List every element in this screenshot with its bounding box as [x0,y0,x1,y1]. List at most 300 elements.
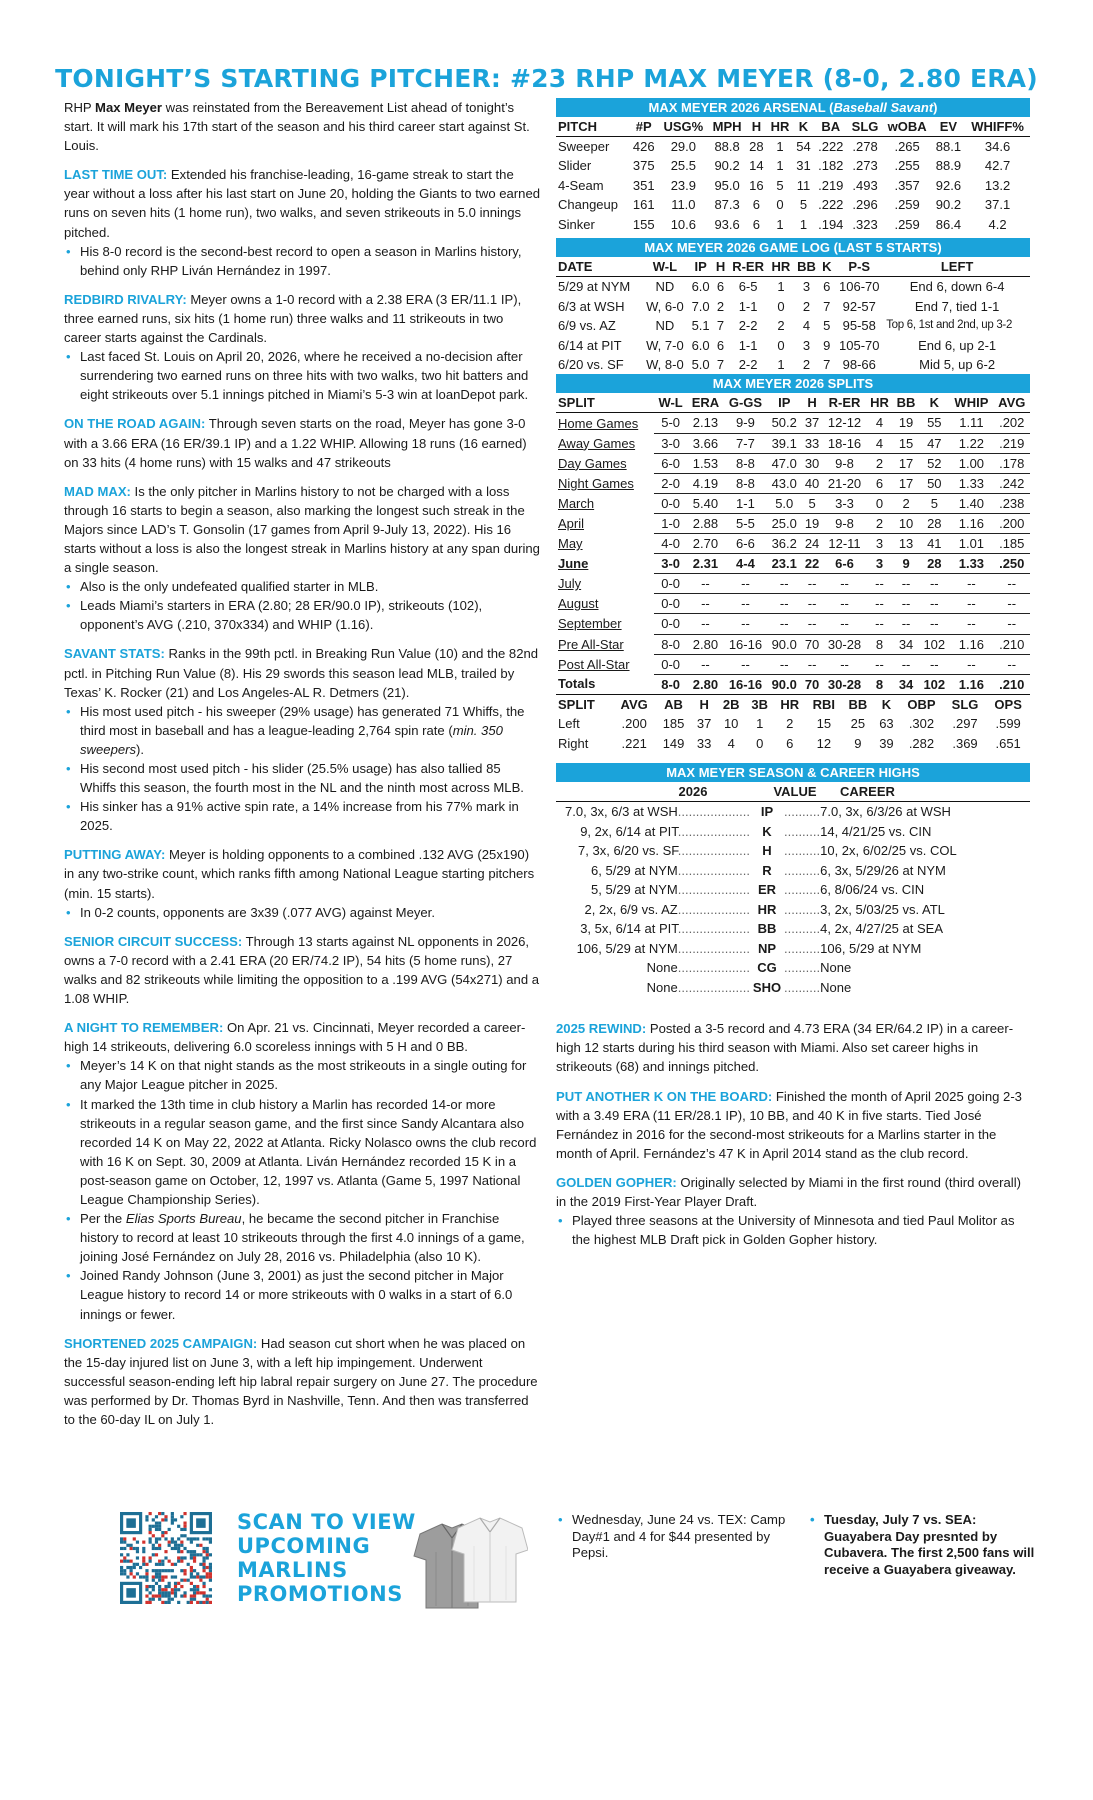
section-heading: SAVANT STATS: [64,646,165,662]
table-cell: 88.8 [714,139,740,155]
table-cell: Top 6, 1st and 2nd, up 3-2 [886,319,1013,332]
table-cell: 87.3 [714,197,740,213]
column-header: R-ER [728,257,768,277]
table-cell: 6/9 vs. AZ [558,318,616,334]
header-row [556,695,1030,715]
highs-2026-value [556,919,750,939]
table-cell: 2-2 [738,357,758,373]
table-cell: -- [866,574,893,594]
table-cell: 6-5 [738,279,758,295]
table-cell: .250 [994,554,1030,574]
leader-dots: .................... [677,940,750,956]
note-section [64,165,540,280]
table-cell: 1-1 [738,298,758,314]
highs-row [556,958,1030,978]
table-cell: 7 [823,298,831,314]
column-header: K [793,117,814,137]
table-cell: -- [919,574,949,594]
table-cell: 7 [823,357,831,373]
column-header: 2B [722,696,740,712]
header-row [556,257,1030,277]
highs-col-2026: 2026 [678,784,708,800]
table-cell: ND [655,279,675,295]
table-cell: September [558,616,622,632]
table-cell: End 6, down 6-4 [909,279,1005,295]
table-cell: 37 [801,413,823,433]
highs-row [556,939,1030,959]
highs-career-text: None [820,960,852,976]
highs-career-text: 14, 4/21/25 vs. CIN [820,823,932,839]
promo-list-2 [808,1512,1038,1578]
column-header: HR [768,257,794,277]
table-cell: 0 [866,493,893,513]
table-cell: 37 [696,716,712,732]
column-header: wOBA [883,117,932,137]
table-cell: .255 [894,158,920,174]
table-cell: 6 [866,473,893,493]
table-cell: 375 [632,158,655,174]
arsenal-table [556,117,1030,234]
table-row [556,137,1030,157]
table-cell: Pre All-Star [558,636,624,652]
table-cell: 2.13 [687,413,724,433]
bullet: • His second most used pitch - his slider (25.5% usage) has also tallied 85 Whiffs this season, the fourth most in the NL and the ninth most across MLB. [64,759,540,797]
table-cell: 16 [749,177,764,193]
arsenal-title-text: MAX MEYER 2026 ARSENAL ( [648,100,834,115]
highs-col-career: CAREER [840,784,895,800]
bullet-italic: Elias Sports Bureau [125,1211,242,1227]
table-cell: 39.1 [767,433,801,453]
table-cell: 7.0 [691,298,710,314]
table-cell: 54 [796,139,811,155]
table-cell: 4 [802,318,811,334]
header-row [556,117,1030,137]
column-header: WHIP [949,393,993,413]
section-paragraph [64,414,540,471]
table-cell: 5 [823,318,831,334]
table-cell: 1.00 [949,453,993,473]
table-row [556,513,1030,533]
table-cell: 28 [919,513,949,533]
splits-title: MAX MEYER 2026 SPLITS [556,374,1030,393]
leader-dots: .......... [784,901,821,917]
table-cell: .222 [818,197,844,213]
table-cell: End 6, up 2-1 [918,337,997,353]
table-cell: .202 [994,413,1030,433]
scan-promo-text [237,1510,416,1606]
table-cell: -- [687,614,724,634]
column-header: HR [767,117,793,137]
highs-row [556,978,1030,998]
table-cell: 2 [802,298,811,314]
table-cell: -- [687,654,724,674]
table-cell: .182 [818,158,844,174]
leader-dots: .......... [784,882,821,898]
highs-career-value [784,822,1030,842]
table-cell: Post All-Star [558,656,630,672]
gamelog-table [556,257,1030,374]
highs-2026-text: 2, 2x, 6/9 vs. AZ [584,901,678,917]
table-cell: 6-0 [654,453,687,473]
table-cell: 55 [919,413,949,433]
table-cell: 5 [799,197,808,213]
highs-career-text: 4, 2x, 4/27/25 at SEA [820,921,943,937]
column-header: P-S [834,257,884,277]
table-cell: 14 [749,158,764,174]
table-cell: 10.6 [670,216,697,232]
highs-rows [556,802,1030,997]
column-header: K [819,257,834,277]
table-cell: 2-2 [738,318,758,334]
table-cell: -- [949,574,993,594]
table-cell: .219 [818,177,844,193]
bullet-list [64,347,540,404]
highs-career-value [784,939,1030,959]
highs-career-text: 6, 3x, 5/29/26 at NYM [820,862,946,878]
table-cell: 2 [893,493,920,513]
highs-career-value [784,978,1030,998]
table-cell: 9 [854,735,862,751]
table-row [556,316,1030,336]
table-cell: 7 [716,357,725,373]
table-cell: June [558,556,589,572]
table-cell: 2.80 [687,634,724,654]
table-cell: -- [823,614,866,634]
table-row [556,594,1030,614]
table-cell: 0-0 [654,654,687,674]
section-paragraph [64,845,540,902]
column-header: HR [866,393,893,413]
table-cell: 2.88 [687,513,724,533]
highs-2026-value [556,958,750,978]
table-cell: W, 6-0 [646,298,684,314]
table-cell: 1 [776,139,784,155]
table-cell: 3-0 [654,433,687,453]
table-cell: W, 7-0 [646,337,684,353]
section-body: Meyer owns a 1-0 record with a 2.38 ERA (3 ER/11.1 IP), three earned runs, six hits (1 home run) three walks and 11 strikeouts in two career starts against the Cardinals. [64,291,522,346]
table-cell: .210 [994,674,1030,694]
column-header: WHIFF% [965,117,1030,137]
arsenal-title-source: Baseball Savant [833,100,934,115]
table-cell: 24 [801,534,823,554]
table-row [556,335,1030,355]
handedness-splits-table [556,695,1030,754]
table-cell: Home Games [558,415,639,431]
table-cell: 351 [632,177,655,193]
table-cell: -- [919,614,949,634]
table-cell: -- [893,654,920,674]
highs-stat: SHO [752,979,782,995]
table-cell: 47.0 [767,453,801,473]
table-cell: 2 [716,298,725,314]
highs-2026-value [556,822,750,842]
table-cell: 8-0 [654,674,687,694]
highs-stat: ER [757,882,777,898]
table-cell: Sinker [558,216,595,232]
table-row [556,413,1030,433]
table-head [556,257,1030,277]
highs-row [556,880,1030,900]
table-cell: 2 [866,513,893,533]
table-cell: .200 [994,513,1030,533]
leader-dots: .................... [677,804,750,820]
table-cell: .178 [994,453,1030,473]
leader-dots: .......... [784,921,821,937]
highs-stat: NP [757,940,777,956]
table-row [556,156,1030,176]
table-cell: 6 [716,279,725,295]
column-header: PITCH [556,117,629,137]
qr-code-icon[interactable] [120,1512,212,1604]
table-cell: 6-6 [823,554,866,574]
table-head [556,117,1030,137]
table-cell: 1.11 [949,413,993,433]
table-cell: .296 [852,197,878,213]
table-cell: .200 [621,716,647,732]
table-cell: 102 [919,634,949,654]
column-header: R-ER [823,393,866,413]
column-header: AB [664,696,683,712]
table-cell: 0 [756,735,764,751]
table-cell: 0-0 [654,574,687,594]
table-cell: March [558,495,595,511]
note-section [556,1173,1030,1249]
table-cell: 6.0 [691,279,710,295]
bullet-text: His most used pitch - his sweeper (29% usage) has generated 71 Whiffs, the third most in baseball and has a league-leading 2,764 spin rate ( [80,703,525,738]
highs-2026-value [556,802,750,822]
section-body: Extended his franchise-leading, 16-game streak to start the year without a loss after his last start on June 20, holding the Giants to two earned runs on seven hits (1 home run), two walks, and seven strikeouts in 5.0 innings pitched. [64,167,541,240]
scan-line: SCAN TO VIEW [237,1510,416,1534]
bullet: • Meyer’s 14 K on that night stands as the most strikeouts in a single outing for any Major League pitcher in 2025. [64,1056,540,1094]
table-cell: 13 [893,534,920,554]
table-cell: .493 [852,177,878,193]
highs-career-value [784,861,1030,881]
section-heading: GOLDEN GOPHER: [556,1174,677,1190]
table-cell: 8-8 [724,453,767,473]
column-header: IP [767,393,801,413]
column-header: H [801,393,823,413]
section-body: Through seven starts on the road, Meyer has gone 3-0 with a 3.66 ERA (16 ER/39.1 IP) and a 1.22 WHIP. Allowing 18 runs (16 earned) on 33 hits (4 home runs) with 15 walks and 47 strikeouts [64,416,527,470]
table-cell: .323 [852,216,878,232]
table-cell: 6 [752,216,761,232]
guayabera-shirts-image [412,1512,528,1612]
table-cell: 36.2 [767,534,801,554]
leader-dots: .................... [677,882,750,898]
table-cell: 2 [802,357,811,373]
table-cell: 5.1 [691,318,710,334]
table-cell: 6.0 [691,337,710,353]
table-cell: 9 [823,337,831,353]
stats-column [556,98,1030,1259]
section-paragraph [64,932,540,1008]
highs-2026-text: 7, 3x, 6/20 vs. SF [578,843,678,859]
table-row [556,614,1030,634]
table-cell: 15 [893,433,920,453]
intro-text: was reinstated from the Bereavement List ahead of tonight’s start. It will mark his 17th start of the season and his third career start against St. Louis. [64,100,530,154]
table-cell: .273 [852,158,878,174]
promo-item: • Tuesday, July 7 vs. SEA: Guayabera Day presnted by Cubavera. The first 2,500 fans will receive a Guayabera giveaway. [808,1512,1038,1578]
table-cell: 30-28 [823,674,866,694]
bullet: • Joined Randy Johnson (June 3, 2001) as just the second pitcher in Major League history to record 14 or more strikeouts with 0 walks in a start of 6.0 innings or fewer. [64,1266,540,1323]
intro-section [64,98,540,155]
section-body: Ranks in the 99th pctl. in Breaking Run Value (10) and the 82nd pctl. in Pitching Run Value (8). His 29 swords this season lead MLB, trailed by Texas’ K. Rocker (21) and Los Angeles-AL R. Detmers (21). [64,646,539,700]
table-cell: 1.16 [949,674,993,694]
column-header: EV [932,117,965,137]
table-cell: April [558,515,585,531]
table-cell: 3 [866,534,893,554]
table-cell: .302 [908,716,935,732]
table-cell: 42.7 [984,158,1011,174]
highs-career-text: 10, 2x, 6/02/25 vs. COL [820,843,957,859]
table-cell: 102 [919,674,949,694]
table-cell: 17 [893,453,920,473]
table-cell: .219 [994,433,1030,453]
shortened-section [64,1334,540,1429]
column-header: SPLIT [558,696,595,712]
table-cell: 90.2 [714,158,740,174]
promotions-footer [0,1490,1093,1630]
table-cell: 3 [802,279,811,295]
table-cell: 6/14 at PIT [558,337,622,353]
table-cell: 63 [879,716,894,732]
column-header: LEFT [884,257,1030,277]
table-cell: 1-1 [738,337,758,353]
arsenal-title-text: ) [933,100,938,115]
scan-line: PROMOTIONS [237,1582,403,1606]
table-cell: 28 [749,139,764,155]
table-cell: -- [724,594,767,614]
section-heading: PUT ANOTHER K ON THE BOARD: [556,1088,773,1104]
highs-2026-text: 7.0, 3x, 6/3 at WSH [565,804,678,820]
column-header: #P [629,117,658,137]
leader-dots: .......... [784,804,821,820]
table-cell: -- [767,654,801,674]
table-cell: 92-57 [842,298,876,314]
highs-row [556,822,1030,842]
table-cell: 5.0 [767,493,801,513]
table-cell: .194 [818,216,844,232]
highs-stat: R [762,862,772,878]
column-header: H [746,117,767,137]
splits-table [556,393,1030,694]
table-cell: .185 [994,534,1030,554]
table-cell: 1.22 [949,433,993,453]
right-sections [556,1019,1030,1249]
bullet-text: ). [136,741,145,757]
intro-pre: RHP [64,100,96,115]
promo-item: • Wednesday, June 24 vs. TEX: Camp Day#1 and 4 for $44 presented by Pepsi. [556,1512,792,1562]
table-cell: Night Games [558,475,634,491]
table-cell: 6 [716,337,725,353]
table-cell: -- [919,654,949,674]
bullet: • Played three seasons at the University of Minnesota and tied Paul Molitor as the highest MLB Draft pick in Golden Gopher history. [556,1211,1030,1249]
section-body: Had season cut short when he was placed on the 15-day injured list on June 3, with a left hip impingement. Underwent successful season-ending left hip labral repair surgery on June 27. The procedure was performed by Dr. Thomas Byrd in Nashville, Tenn. And then was transferred to the 60-day IL on July 1. [64,1335,538,1427]
table-cell: 34 [893,634,920,654]
leader-dots: .................... [677,862,750,878]
table-row [556,574,1030,594]
section-paragraph [64,165,540,241]
highs-2026-value [556,900,750,920]
highs-2026-text: 106, 5/29 at NYM [576,940,678,956]
highs-2026-value [556,861,750,881]
table-cell: 161 [632,197,655,213]
highs-2026-text: 5, 5/29 at NYM [591,882,678,898]
table-cell: End 7, tied 1-1 [914,298,1000,314]
table-cell: -- [866,654,893,674]
table-cell: -- [801,594,823,614]
table-cell: Day Games [558,455,627,471]
table-cell: 90.0 [767,634,801,654]
table-cell: 4.19 [687,473,724,493]
section-body: Finished the month of April 2025 going 2-3 with a 3.49 ERA (11 ER/28.1 IP), 10 BB, and 40 K in five starts. Tied José Fernández in 2016 for the second-most strikeouts for a Marlins starter in the month of April. Fernández’s 47 K in April 2014 stand as the club record. [556,1088,1022,1161]
table-cell: 1 [776,158,784,174]
table-row [556,195,1030,215]
promo-list-1 [556,1512,792,1562]
table-cell: -- [801,574,823,594]
highs-career-value [784,841,1030,861]
table-cell: 4-4 [724,554,767,574]
scan-line: MARLINS [237,1558,348,1582]
table-cell: 6/20 vs. SF [558,357,624,373]
table-cell: 2 [777,318,785,334]
table-cell: Totals [556,674,654,694]
table-cell: 9 [893,554,920,574]
bullet: • Leads Miami’s starters in ERA (2.80; 28 ER/90.0 IP), strikeouts (102), opponent’s AVG (.210, 370x334) and WHIP (1.16). [64,596,540,634]
table-cell: 0-0 [654,614,687,634]
table-cell: 1 [777,357,785,373]
table-cell: 1-1 [724,493,767,513]
table-cell: 11.0 [671,197,696,213]
table-cell: 4 [866,413,893,433]
highs-career-text: 106, 5/29 at NYM [820,940,922,956]
table-cell: 34 [893,674,920,694]
bullet-list [64,903,540,922]
table-cell: -- [724,574,767,594]
section-body: Through 13 starts against NL opponents in 2026, owns a 7-0 record with a 2.41 ERA (20 ER/74.2 IP), 54 hits (5 home runs), 27 walks and 82 strikeouts while limiting the opposition to a .199 AVG (54x271) and a 1.08 WHIP. [64,933,540,1007]
highs-career-value [784,900,1030,920]
table-cell: 8-8 [724,473,767,493]
highs-career-text: 6, 8/06/24 vs. CIN [820,882,925,898]
table-cell: 12-11 [823,534,866,554]
section-body: On Apr. 21 vs. Cincinnati, Meyer recorded a career-high 14 strikeouts, delivering 6.0 scoreless innings with 5 H and 0 BB. [64,1020,526,1055]
table-cell: 5.0 [691,357,710,373]
table-cell: -- [893,614,920,634]
table-cell: 95.0 [714,177,740,193]
table-cell: 92.6 [935,177,962,193]
table-cell: Mid 5, up 6-2 [919,357,996,373]
table-cell: 9-8 [823,513,866,533]
table-cell: 7-7 [724,433,767,453]
section-heading: 2025 REWIND: [556,1021,647,1037]
column-header: BB [848,696,868,712]
table-cell: 1.33 [949,473,993,493]
table-cell: .297 [952,716,978,732]
leader-dots: .......... [784,843,821,859]
table-cell: .282 [908,735,935,751]
highs-career-value [784,958,1030,978]
table-cell: 16-16 [724,674,767,694]
table-cell: -- [823,574,866,594]
table-cell: ND [655,318,675,334]
table-body [556,137,1030,235]
section-heading: MAD MAX: [64,483,131,499]
table-cell: 2-0 [654,473,687,493]
header-row [556,393,1030,413]
column-header: IP [688,257,713,277]
table-cell: 5 [801,493,823,513]
table-cell: -- [767,574,801,594]
table-cell: 155 [632,216,655,232]
